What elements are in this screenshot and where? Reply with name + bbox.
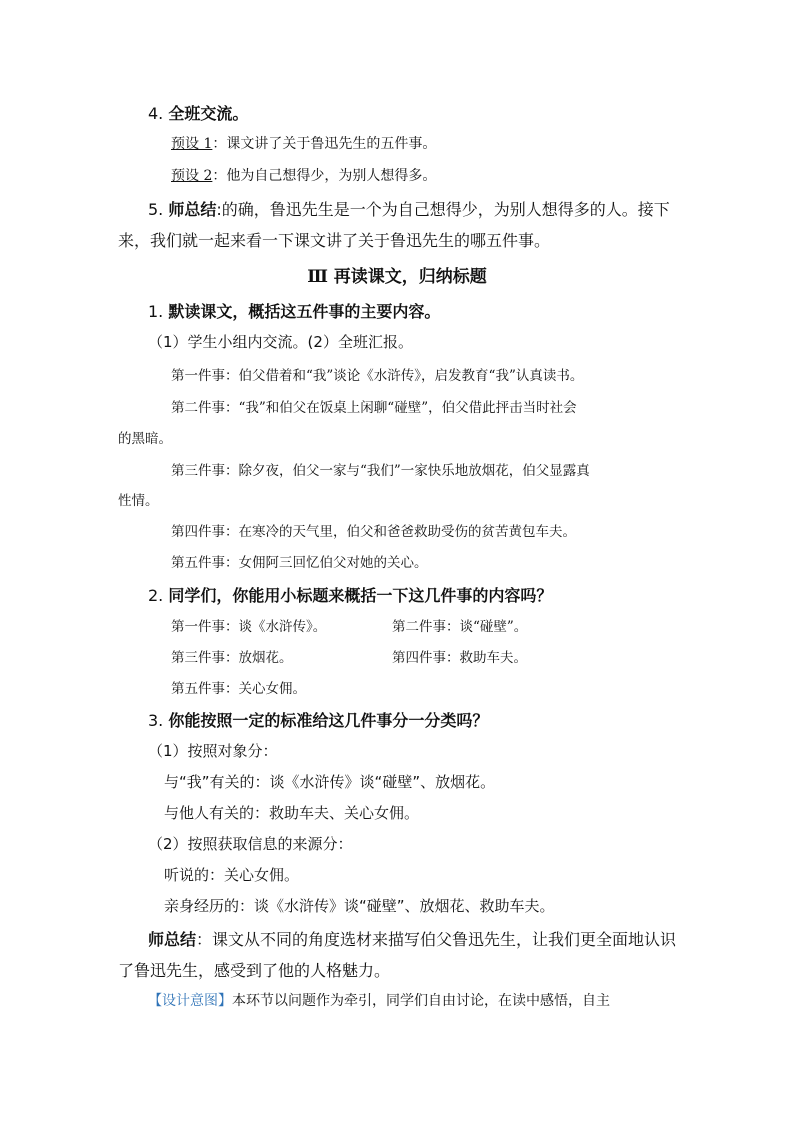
preset-1-text: ：课文讲了关于鲁迅先生的五件事。 (212, 136, 437, 152)
teacher-summary-line-2: 了鲁迅先生，感受到了他的人格魅力。 (118, 961, 391, 980)
event-3-line-2: 性情。 (118, 493, 159, 509)
step-5-label: 师总结 (168, 200, 217, 219)
question-3-text: 你能按照一定的标准给这几件事分一分类吗？ (168, 711, 489, 730)
title-3: 第三件事：放烟花。 (171, 650, 293, 666)
preset-1 (171, 133, 436, 153)
teacher-summary-label: 师总结 (148, 930, 197, 949)
question-2-number: 2. (148, 586, 164, 605)
step-5-line-1 (148, 197, 670, 220)
question-3-number: 3. (148, 711, 164, 730)
event-1: 第一件事：伯父借着和“我”谈论《水浒传》，启发教育“我”认真读书。 (171, 368, 584, 384)
category-1-item-1: 与“我”有关的：谈《水浒传》谈“碰壁”、放烟花。 (164, 773, 496, 791)
question-1-number: 1. (148, 302, 164, 321)
step-4 (148, 101, 248, 124)
teacher-summary-line-1 (148, 927, 676, 950)
preset-2-label: 预设 2 (171, 168, 213, 184)
category-2-item-1: 听说的：关心女佣。 (164, 866, 300, 884)
step-5-text-1: :的确，鲁迅先生是一个为自己想得少，为别人想得多的人。接下 (216, 200, 670, 219)
design-intent-label: 【设计意图】 (148, 993, 232, 1009)
event-2-line-1: 第二件事：“我”和伯父在饭桌上闲聊“碰壁”，伯父借此抨击当时社会 (171, 400, 577, 416)
category-1-heading: （1）按照对象分： (148, 742, 278, 760)
question-2 (148, 583, 552, 606)
step-5-line-2: 来，我们就一起来看一下课文讲了关于鲁迅先生的哪五件事。 (118, 231, 551, 250)
category-1-item-2: 与他人有关的：救助车夫、关心女佣。 (164, 804, 420, 822)
question-2-text: 同学们，你能用小标题来概括一下这几件事的内容吗？ (168, 586, 553, 605)
event-2-line-2: 的黑暗。 (118, 431, 172, 447)
event-4: 第四件事：在寒冷的天气里，伯父和爸爸救助受伤的贫苦黄包车夫。 (171, 524, 576, 540)
category-2-heading: （2）按照获取信息的来源分： (148, 835, 353, 853)
step-4-number: 4. (148, 104, 164, 123)
teacher-summary-text-1: ：课文从不同的角度选材来描写伯父鲁迅先生，让我们更全面地认识 (196, 930, 677, 949)
question-3 (148, 708, 488, 731)
section-3-title: Ⅲ 再读课文，归纳标题 (307, 267, 487, 287)
title-1: 第一件事：谈《水浒传》。 (171, 619, 327, 635)
category-2-item-2: 亲身经历的：谈《水浒传》谈“碰壁”、放烟花、救助车夫。 (164, 897, 555, 915)
event-3-line-1: 第三件事：除夕夜，伯父一家与“我们”一家快乐地放烟花，伯父显露真 (171, 463, 590, 479)
title-5: 第五件事：关心女佣。 (171, 681, 306, 697)
question-1-text: 默读课文，概括这五件事的主要内容。 (168, 302, 441, 321)
step-4-text: 全班交流。 (168, 104, 249, 123)
title-4: 第四件事：救助车夫。 (392, 650, 527, 666)
title-2: 第二件事：谈“碰壁”。 (392, 619, 528, 635)
design-intent-text: 本环节以问题作为牵引，同学们自由讨论，在读中感悟，自主 (232, 993, 610, 1009)
preset-2 (171, 165, 436, 185)
preset-1-label: 预设 1 (171, 136, 213, 152)
design-intent (148, 990, 610, 1010)
preset-2-text: ：他为自己想得少，为别人想得多。 (212, 168, 437, 184)
event-5: 第五件事：女佣阿三回忆伯父对她的关心。 (171, 555, 428, 571)
question-1 (148, 299, 440, 322)
step-5-number: 5. (148, 200, 164, 219)
question-1-sub: （1）学生小组内交流。(2）全班汇报。 (148, 333, 413, 351)
